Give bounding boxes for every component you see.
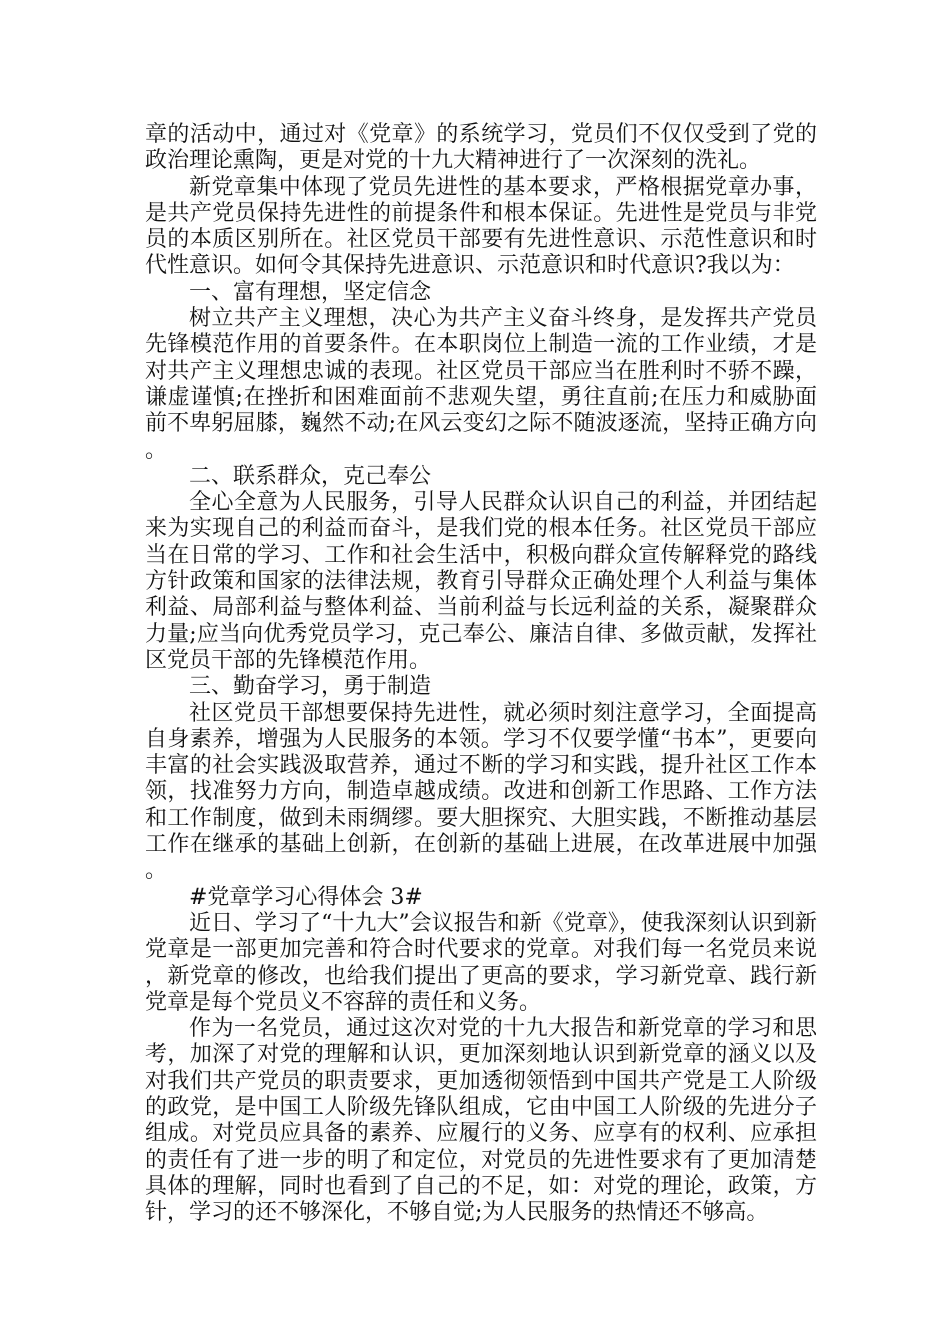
article-heading: #党章学习心得体会 3#: [189, 884, 423, 910]
section-heading-2: 二、联系群众，克己奉公: [189, 463, 432, 489]
paragraph-3: 树立共产主义理想，决心为共产主义奋斗终身，是发挥共产党员先锋模范作用的首要条件。在本职岗位上制造一流的工作业绩，才是对共产主义理想忠诚的表现。社区党员干部应当在胜利时不骄不躁，谦虚谨慎;在挫折和困难面前不悲观失望，勇往直前;在压力和威胁面前不卑躬屈膝，巍然不动;在风云变幻之际不随波逐流，坚持正确方向。: [145, 306, 817, 463]
paragraph-4: 全心全意为人民服务，引导人民群众认识自己的利益，并团结起来为实现自己的利益而奋斗，是我们党的根本任务。社区党员干部应当在日常的学习、工作和社会生活中，积极向群众宣传解释党的路线方针政策和国家的法律法规，教育引导群众正确处理个人利益与集体利益、局部利益与整体利益、当前利益与长远利益的关系，凝聚群众力量;应当向优秀党员学习，克己奉公、廉洁自律、多做贡献，发挥社区党员干部的先锋模范作用。: [145, 490, 817, 673]
paragraph-5: 社区党员干部想要保持先进性，就必须时刻注意学习，全面提高自身素养，增强为人民服务的本领。学习不仅要学懂“书本”，更要向丰富的社会实践汲取营养，通过不断的学习和实践，提升社区工作本领，找准努力方向，制造卓越成绩。改进和创新工作思路、工作方法和工作制度，做到未雨绸缪。要大胆探究、大胆实践，不断推动基层工作在继承的基础上创新，在创新的基础上进展，在改革进展中加强。: [145, 700, 817, 884]
section-heading-1: 一、富有理想，坚定信念: [189, 279, 432, 305]
document-page: [145, 122, 817, 1226]
paragraph-1: 章的活动中，通过对《党章》的系统学习，党员们不仅仅受到了党的政治理论熏陶，更是对党的十九大精神进行了一次深刻的洗礼。: [145, 122, 817, 174]
paragraph-6: 近日、学习了“十九大”会议报告和新《党章》，使我深刻认识到新党章是一部更加完善和符合时代要求的党章。对我们每一名党员来说，新党章的修改，也给我们提出了更高的要求，学习新党章、践行新党章是每个党员义不容辞的责任和义务。: [145, 910, 817, 1015]
section-heading-3: 三、勤奋学习，勇于制造: [189, 674, 432, 700]
paragraph-2: 新党章集中体现了党员先进性的基本要求，严格根据党章办事，是共产党员保持先进性的前提条件和根本保证。先进性是党员与非党员的本质区别所在。社区党员干部要有先进性意识、示范性意识和时代性意识。如何令其保持先进意识、示范意识和时代意识?我以为：: [145, 174, 817, 279]
paragraph-7: 作为一名党员，通过这次对党的十九大报告和新党章的学习和思考，加深了对党的理解和认识，更加深刻地认识到新党章的涵义以及对我们共产党员的职责要求，更加透彻领悟到中国共产党是工人阶级的政党，是中国工人阶级先锋队组成，它由中国工人阶级的先进分子组成。对党员应具备的素养、应履行的义务、应享有的权利、应承担的责任有了进一步的明了和定位，对党员的先进性要求有了更加清楚具体的理解，同时也看到了自己的不足，如：对党的理论，政策，方针，学习的还不够深化，不够自觉;为人民服务的热情还不够高。: [145, 1016, 817, 1226]
